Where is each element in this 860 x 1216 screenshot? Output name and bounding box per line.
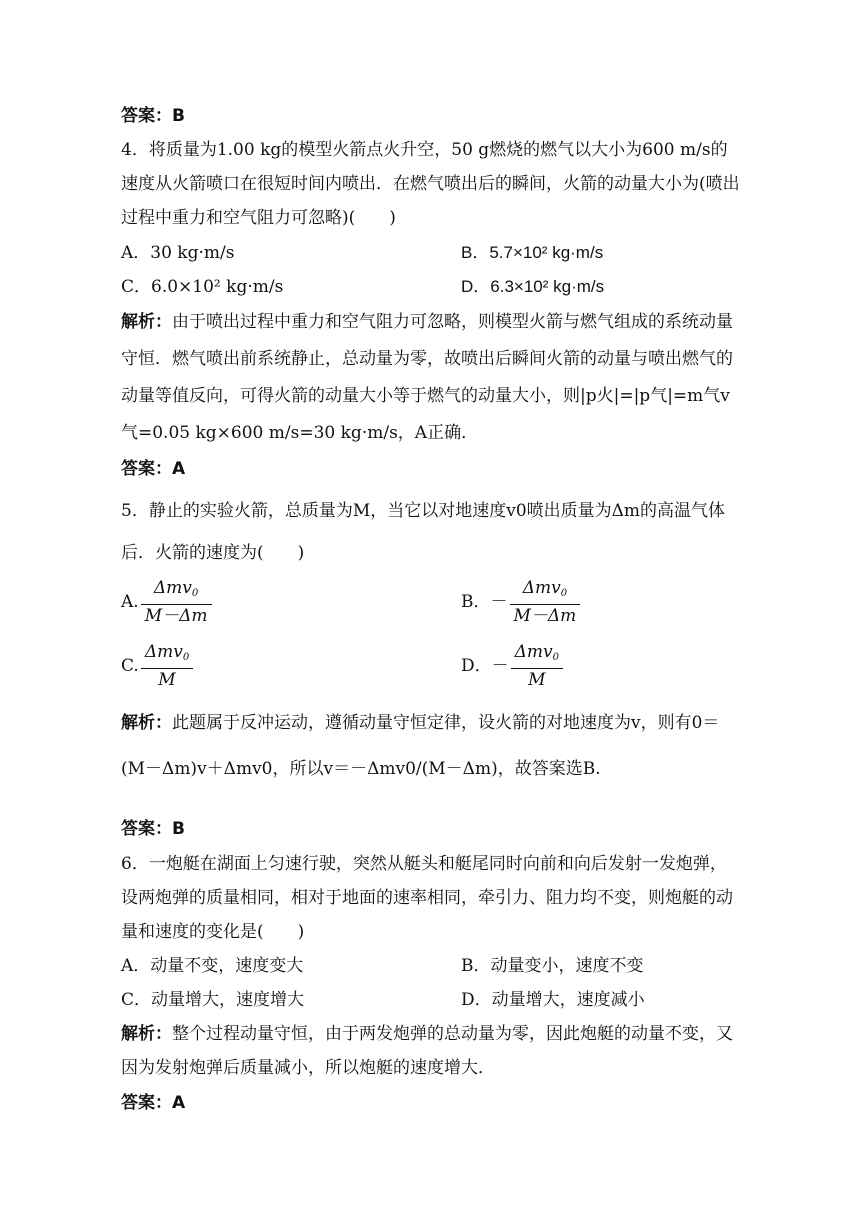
q4-option-d: D．6.3×10² kg·m/s bbox=[461, 277, 605, 296]
question-5-options-row-1 bbox=[121, 578, 741, 628]
analysis-text: 整个过程动量守恒，由于两发炮弹的总动量为零，因此炮艇的动量不变，又因为发射炮弹后质量减小，所以炮艇的速度增大． bbox=[121, 1024, 733, 1078]
q6-option-c: C．动量增大，速度增大 bbox=[121, 990, 305, 1010]
question-4-options-row-1 bbox=[121, 236, 741, 270]
analysis-label: 解析： bbox=[121, 312, 172, 332]
question-4-answer: 答案：A bbox=[121, 459, 186, 479]
q5-option-b: B．－ $\frac{\Delta mv_0}{M-\Delta m}$ bbox=[461, 578, 582, 627]
question-5-stem: 5．静止的实验火箭，总质量为M，当它以对地速度v0喷出质量为Δm的高温气体后．火箭的速度为( ) bbox=[121, 501, 726, 563]
question-6-options-row-1 bbox=[121, 949, 741, 983]
q6-option-b: B．动量变小，速度不变 bbox=[461, 956, 644, 976]
q5-option-d: D．－ $\frac{\Delta mv_0}{M}$ bbox=[461, 642, 565, 691]
question-4-stem: 4．将质量为1.00 kg的模型火箭点火升空，50 g燃烧的燃气以大小为600 m/s的速度从火箭喷口在很短时间内喷出．在燃气喷出后的瞬间，火箭的动量大小为(喷出过程中重力和空气阻力可忽略)( ) bbox=[121, 140, 740, 228]
question-5-analysis bbox=[121, 700, 743, 792]
question-5-answer: 答案：B bbox=[121, 819, 185, 839]
q4-option-c: C．6.0×10² kg·m/s bbox=[121, 277, 284, 297]
q5-option-a: A. $\frac{\Delta mv_0}{M-\Delta m}$ bbox=[121, 578, 214, 627]
question-6-options-row-2 bbox=[121, 983, 741, 1017]
question-6-analysis bbox=[121, 1017, 743, 1085]
question-6-answer: 答案：A bbox=[121, 1093, 186, 1113]
question-4-analysis bbox=[121, 304, 743, 452]
q4-option-b: B．5.7×10² kg·m/s bbox=[461, 243, 604, 262]
answer-prev: 答案：B bbox=[121, 106, 185, 126]
q6-option-a: A．动量不变，速度变大 bbox=[121, 956, 304, 976]
analysis-label: 解析： bbox=[121, 1024, 172, 1044]
question-4-options-row-2 bbox=[121, 270, 741, 304]
question-5-options-row-2 bbox=[121, 642, 741, 692]
q5-option-c: C. $\frac{\Delta mv_0}{M}$ bbox=[121, 642, 195, 691]
analysis-text: 由于喷出过程中重力和空气阻力可忽略，则模型火箭与燃气组成的系统动量守恒．燃气喷出前系统静止，总动量为零，故喷出后瞬间火箭的动量与喷出燃气的动量等值反向，可得火箭的动量大小等于燃气的动量大小，则|p火|=|p气|=m气v气=0.05 kg×600 m/s=30 kg·m/s，A正确． bbox=[121, 312, 733, 443]
question-6-stem: 6．一炮艇在湖面上匀速行驶，突然从艇头和艇尾同时向前和向后发射一发炮弹，设两炮弹的质量相同，相对于地面的速率相同，牵引力、阻力均不变，则炮艇的动量和速度的变化是( ) bbox=[121, 854, 733, 942]
analysis-text: 此题属于反冲运动，遵循动量守恒定律，设火箭的对地速度为v，则有0＝(M－Δm)v＋Δmv0，所以v＝－Δmv0/(M－Δm)，故答案选B. bbox=[121, 713, 720, 779]
q4-option-a: A．30 kg·m/s bbox=[121, 243, 235, 263]
analysis-label: 解析： bbox=[121, 713, 172, 733]
q6-option-d: D．动量增大，速度减小 bbox=[461, 990, 645, 1010]
